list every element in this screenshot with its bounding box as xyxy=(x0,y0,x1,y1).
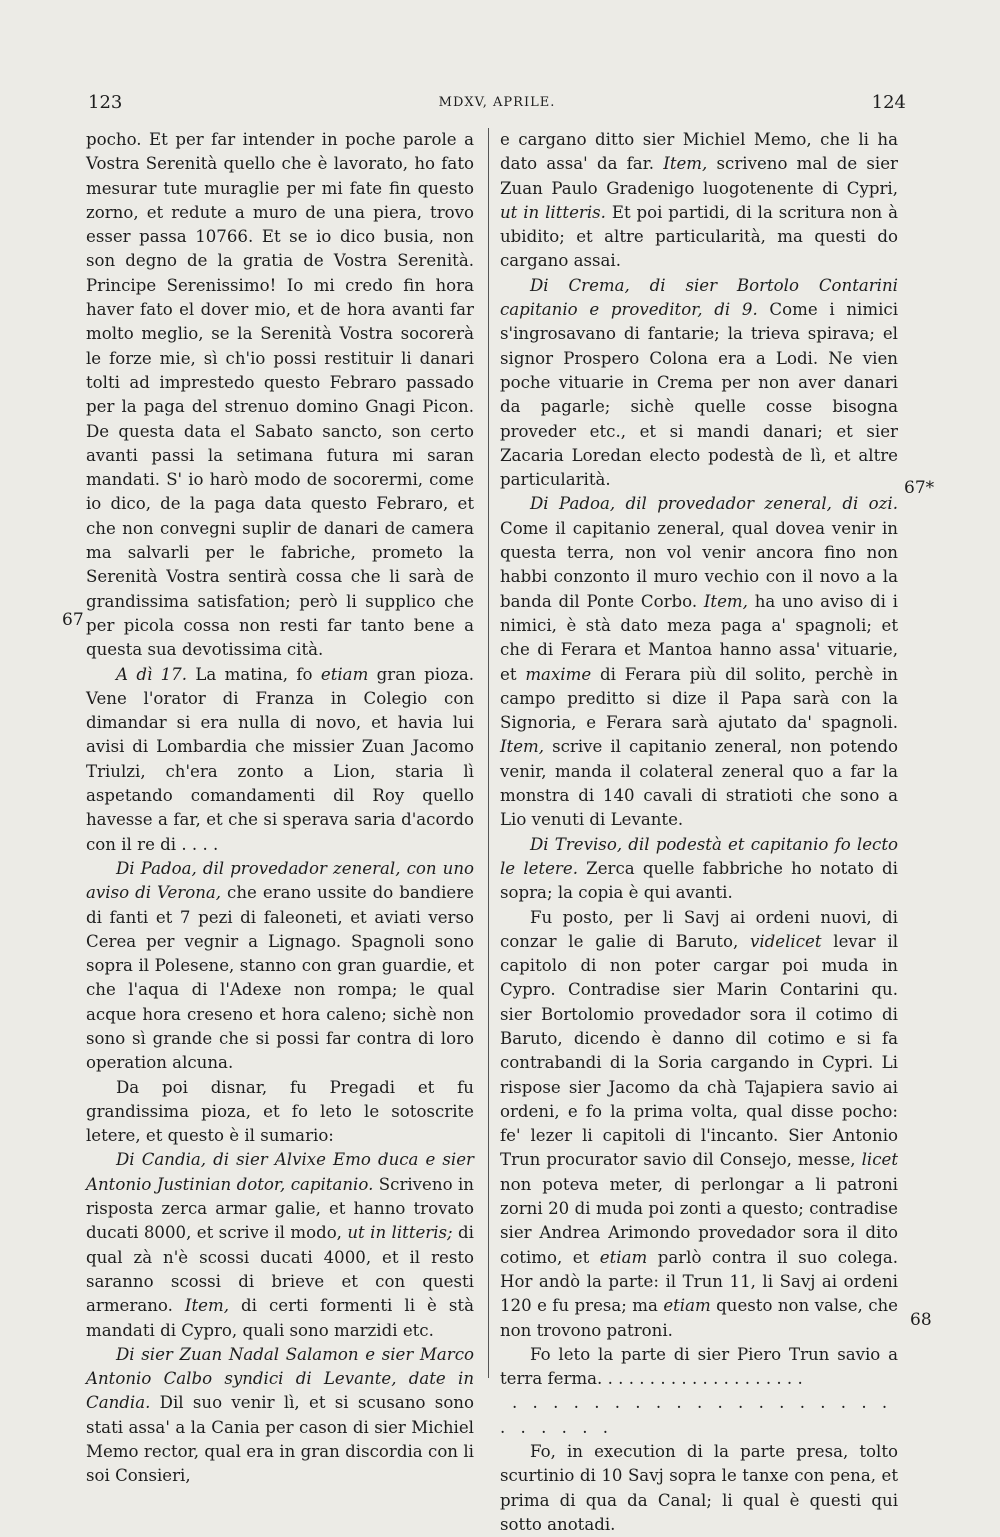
ellipsis-line: . . . . . . . . . . . . . . . . . . . . . . . . . xyxy=(500,1393,893,1437)
paragraph: Fo, in execution di la parte presa, tolto scurtinio di 10 Savj sopra le tanxe con pena, et prima di qua da Canal; li qual è questi qui sotto anotadi. xyxy=(500,1442,898,1534)
paragraph: Fu posto, per li Savj ai ordeni nuovi, di conzar le galie di Baruto, videlicet levar il capitolo di non poter cargar poi muda in Cypro. Contradise sier Marin Contarini qu. sier Bortolomio provedador sora il cotimo di Baruto, dicendo è danno dil cotimo e si fa contrabandi di la Soria cargando in Cypri. Li rispose sier Jacomo da chà Tajapiera savio ai ordeni, e fo la prima volta, qual disse pocho: fe' lezer li capitoli di l'incanto. Sier Antonio Trun procurator savio dil Consejo, messe, licet non poteva meter, di perlongar a li patroni zorni 20 di muda poi zonti a questo; contradise sier Andrea Arimondo provedador sora il dito cotimo, et etiam parlò contra il suo colega. Hor andò la parte: il Trun 11, li Savj ai ordeni 120 e fu presa; ma etiam questo non valse, che non trovono patroni. xyxy=(500,907,899,1340)
paragraph: Di sier Zuan Nadal Salamon e sier Marco Antonio Calbo syndici di Levante, date in Candia. Dil suo venir lì, et si scusano sono stati assa' a la Cania per cason di sier Michiel Memo rector, qual era in gran discordia con li soi Consieri, xyxy=(86,1344,474,1486)
paragraph: Da poi disnar, fu Pregadi et fu grandissima pioza, et fo leto le sotoscrite letere, et questo è il sumario: xyxy=(86,1077,474,1146)
paragraph: Di Treviso, dil podestà et capitanio fo lecto le letere. Zerca quelle fabbriche ho notato di sopra; la copia è qui avanti. xyxy=(500,834,898,903)
margin-note-right: 67* xyxy=(904,478,935,498)
margin-note-right: 68 xyxy=(910,1310,932,1330)
paragraph: Fo leto la parte di sier Piero Trun savio a terra ferma. . . . . . . . . . . . . . . . . . . . xyxy=(500,1344,898,1389)
paragraph: e cargano ditto sier Michiel Memo, che li ha dato assa' da far. Item, scriveno mal de sier Zuan Paulo Gradenigo luogotenente di Cypri, ut in litteris. Et poi partidi, di la scritura non à ubidito; et altre particularità, ma questi do cargano assai. xyxy=(500,130,898,271)
page-number-left: 123 xyxy=(88,92,123,113)
paragraph: Di Crema, di sier Bortolo Contarini capitanio e proveditor, di 9. Come i nimici s'ingrosavano di fantarie; la trieva spirava; el signor Prospero Colona era a Lodi. Ne vien poche vituarie in Crema per non aver danari da pagarle; sichè quelle cosse bisogna proveder etc., et si mandi danari; et sier Zacaria Loredan electo podestà de lì, et altre particularità. xyxy=(500,275,898,490)
page-header xyxy=(88,92,906,122)
page-number-right: 124 xyxy=(871,92,906,113)
paragraph: pocho. Et per far intender in poche parole a Vostra Serenità quello che è lavorato, ho fato mesurar tute muraglie per mi fate fin questo zorno, et redute a muro de una piera, trovo esser passa 10766. Et se io dico busia, non son degno de la gratia de Vostra Serenità. Principe Serenissimo! Io mi credo fin hora haver fato el dover mio, et de hora avanti far molto meglio, se la Serenità Vostra socorerà le forze mie, sì ch'io possi restituir li danari tolti ad imprestedo questo Febraro passado per la paga del strenuo domino Gnagi Picon. De questa data el Sabato sancto, son certo avanti passi la setimana futura mi saran mandati. S' io harò modo de socorermi, come io dico, de la paga data questo Febraro, et che non convegni suplir de danari de camera ma salvarli per le fabriche, prometo la Serenità Vostra sentirà cossa che li sarà de grandissima satisfation; però li supplico che per picola cossa non resti far tanto bene a questa sua devotissima cità. xyxy=(86,130,474,660)
left-column xyxy=(86,128,474,1489)
paragraph: Di Padoa, dil provedador zeneral, di ozi. Come il capitanio zeneral, qual dovea venir in questa terra, non vol venir ancora fino non habbi conzonto il muro vechio con il novo a la banda dil Ponte Corbo. Item, ha uno aviso di i nimici, è stà dato meza paga a' spagnoli; et che di Ferara et Mantoa hanno assa' vituarie, et maxime di Ferara più dil solito, perchè in campo preditto si dize il Papa sarà con la Signoria, e Ferara sarà ajutato da' spagnoli. Item, scrive il capitanio zeneral, non potendo venir, manda il colateral zeneral quo a far la monstra di 140 cavali di stratioti che sono a Lio venuti di Levante. xyxy=(500,494,898,830)
paragraph: Di Candia, di sier Alvixe Emo duca e sier Antonio Justinian dotor, capitanio. Scriveno in risposta zerca armar galie, et hanno trovato ducati 8000, et scrive il modo, ut in litteris; di qual zà n'è scossi ducati 4000, et il resto saranno scossi di brieve et con questi armerano. Item, di certi formenti li è stà mandati di Cypro, quali sono marzidi etc. xyxy=(86,1150,474,1340)
margin-note-left: 67 xyxy=(62,610,84,630)
running-title: MDXV, APRILE. xyxy=(438,95,556,110)
right-column xyxy=(500,128,898,1537)
paragraph: Di Padoa, dil provedador zeneral, con uno aviso di Verona, che erano ussite do bandiere di fanti et 7 pezi di faleoneti, et aviati verso Cerea per vegnir a Lignago. Spagnoli sono sopra il Polesene, stanno con gran guardie, et che l'aqua di l'Adexe non rompa; le qual acque hora creseno et hora caleno; sichè non sono sì grande che si possi far contra di loro operation alcuna. xyxy=(86,858,474,1073)
column-divider xyxy=(488,128,489,1378)
paragraph: A dì 17. La matina, fo etiam gran pioza. Vene l'orator di Franza in Colegio con dimandar si era nulla di novo, et havia lui avisi di Lombardia che missier Zuan Jacomo Triulzi, ch'era zonto a Lion, staria lì aspetando comandamenti dil Roy quello havesse a far, et che si sperava saria d'acordo con il re di . . . . xyxy=(86,664,474,854)
